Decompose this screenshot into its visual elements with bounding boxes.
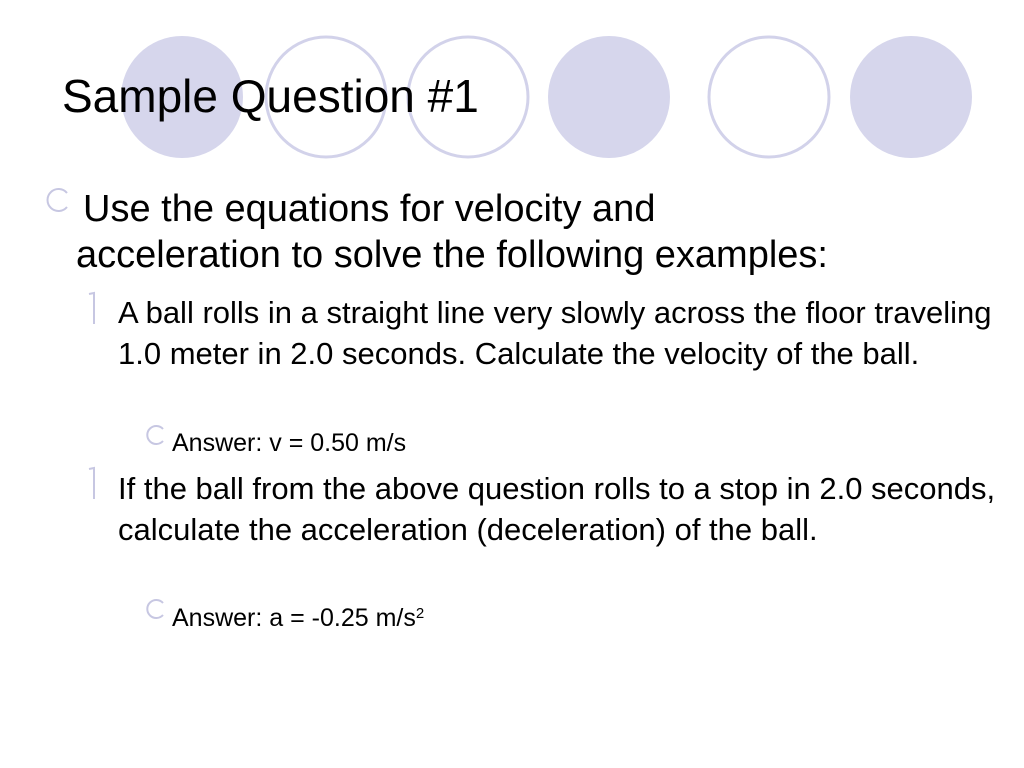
intro-paragraph bbox=[76, 186, 1006, 278]
open-circle-bullet-icon bbox=[42, 187, 72, 213]
filled-circle bbox=[548, 36, 670, 158]
slide-title: Sample Question #1 bbox=[62, 70, 479, 122]
outline-circle bbox=[709, 37, 829, 157]
question-2-answer bbox=[172, 603, 424, 633]
filled-circle bbox=[850, 36, 972, 158]
intro-line-1: Use the equations for velocity and bbox=[83, 188, 656, 230]
open-circle-bullet-icon bbox=[143, 424, 167, 446]
answer-text: Answer: a = -0.25 m/s bbox=[172, 604, 416, 632]
vertical-bar-bullet-icon bbox=[86, 466, 98, 502]
question-1-text: A ball rolls in a straight line very slowly across the floor traveling 1.0 meter in 2.0 seconds. Calculate the velocity of the ball. bbox=[118, 295, 992, 371]
question-2-text: If the ball from the above question rolls to a stop in 2.0 seconds, calculate the acceleration (deceleration) of the ball. bbox=[118, 471, 996, 547]
answer-superscript: 2 bbox=[415, 605, 425, 622]
open-circle-bullet-icon bbox=[143, 598, 167, 620]
intro-line-2: acceleration to solve the following examples: bbox=[76, 234, 828, 276]
vertical-bar-bullet-icon bbox=[86, 291, 98, 327]
question-1-answer: Answer: v = 0.50 m/s bbox=[172, 429, 407, 457]
